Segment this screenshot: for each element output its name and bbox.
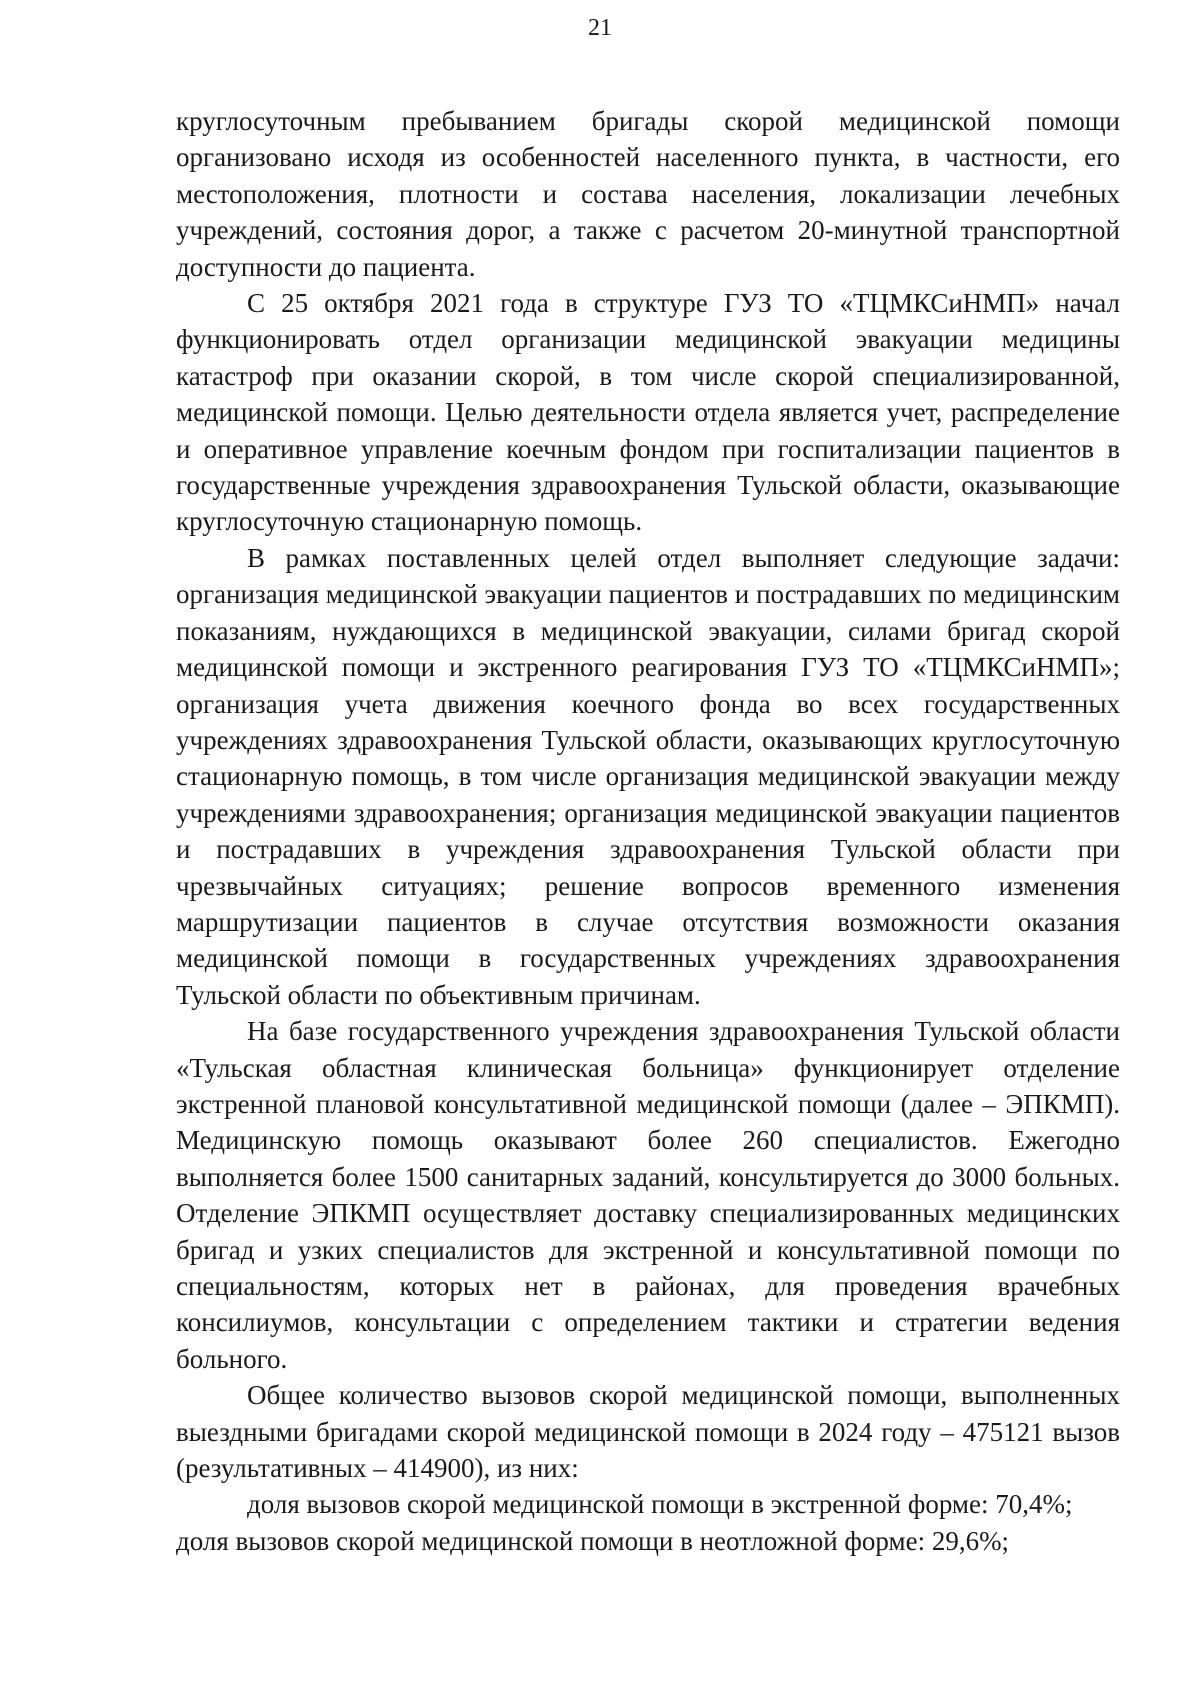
paragraph-3: В рамках поставленных целей отдел выполняет следующие задачи: организация медицинской эвакуации пациентов и пострадавших по медицинским показаниям, нуждающихся в медицинской эвакуации, силами бригад скорой медицинской помощи и экстренного реагирования ГУЗ ТО «ТЦМКСиНМП»; организация учета движения коечного фонда во всех государственных учреждениях здравоохранения Тульской области, оказывающих круглосуточную стационарную помощь, в том числе организация медицинской эвакуации между учреждениями здравоохранения; организация медицинской эвакуации пациентов и пострадавших в учреждения здравоохранения Тульской области при чрезвычайных ситуациях; решение вопросов временного изменения маршрутизации пациентов в случае отсутствия возможности оказания медицинской помощи в государственных учреждениях здравоохранения Тульской области по объективным причинам. [176, 542, 1120, 1010]
paragraph-5: Общее количество вызовов скорой медицинской помощи, выполненных выездными бригадами скорой медицинской помощи в 2024 году – 475121 вызов (результативных – 414900), из них: [176, 1380, 1120, 1484]
paragraph-2: С 25 октября 2021 года в структуре ГУЗ ТО «ТЦМКСиНМП» начал функционировать отдел организации медицинской эвакуации медицины катастроф при оказании скорой, в том числе скорой специализированной, медицинской помощи. Целью деятельности отдела является учет, распределение и оперативное управление коечным фондом при госпитализации пациентов в государственные учреждения здравоохранения Тульской области, оказывающие круглосуточную стационарную помощь. [176, 288, 1120, 537]
page-number: 21 [588, 15, 612, 41]
paragraph-1: круглосуточным пребыванием бригады скорой медицинской помощи организовано исходя из особенностей населенного пункта, в частности, его местоположения, плотности и состава населения, локализации лечебных учреждений, состояния дорог, а также с расчетом 20-минутной транспортной доступности до пациента. [176, 106, 1120, 282]
paragraph-7: доля вызовов скорой медицинской помощи в неотложной форме: 29,6%; [176, 1525, 1010, 1556]
document-body [176, 103, 1120, 1559]
paragraph-4: На базе государственного учреждения здравоохранения Тульской области «Тульская областная клиническая больница» функционирует отделение экстренной плановой консультативной медицинской помощи (далее – ЭПКМП). Медицинскую помощь оказывают более 260 специалистов. Ежегодно выполняется более 1500 санитарных заданий, консультируется до 3000 больных. Отделение ЭПКМП осуществляет доставку специализированных медицинских бригад и узких специалистов для экстренной и консультативной помощи по специальностям, которых нет в районах, для проведения врачебных консилиумов, консультации с определением тактики и стратегии ведения больного. [176, 1016, 1120, 1374]
paragraph-6: доля вызовов скорой медицинской помощи в экстренной форме: 70,4%; [247, 1489, 1073, 1520]
